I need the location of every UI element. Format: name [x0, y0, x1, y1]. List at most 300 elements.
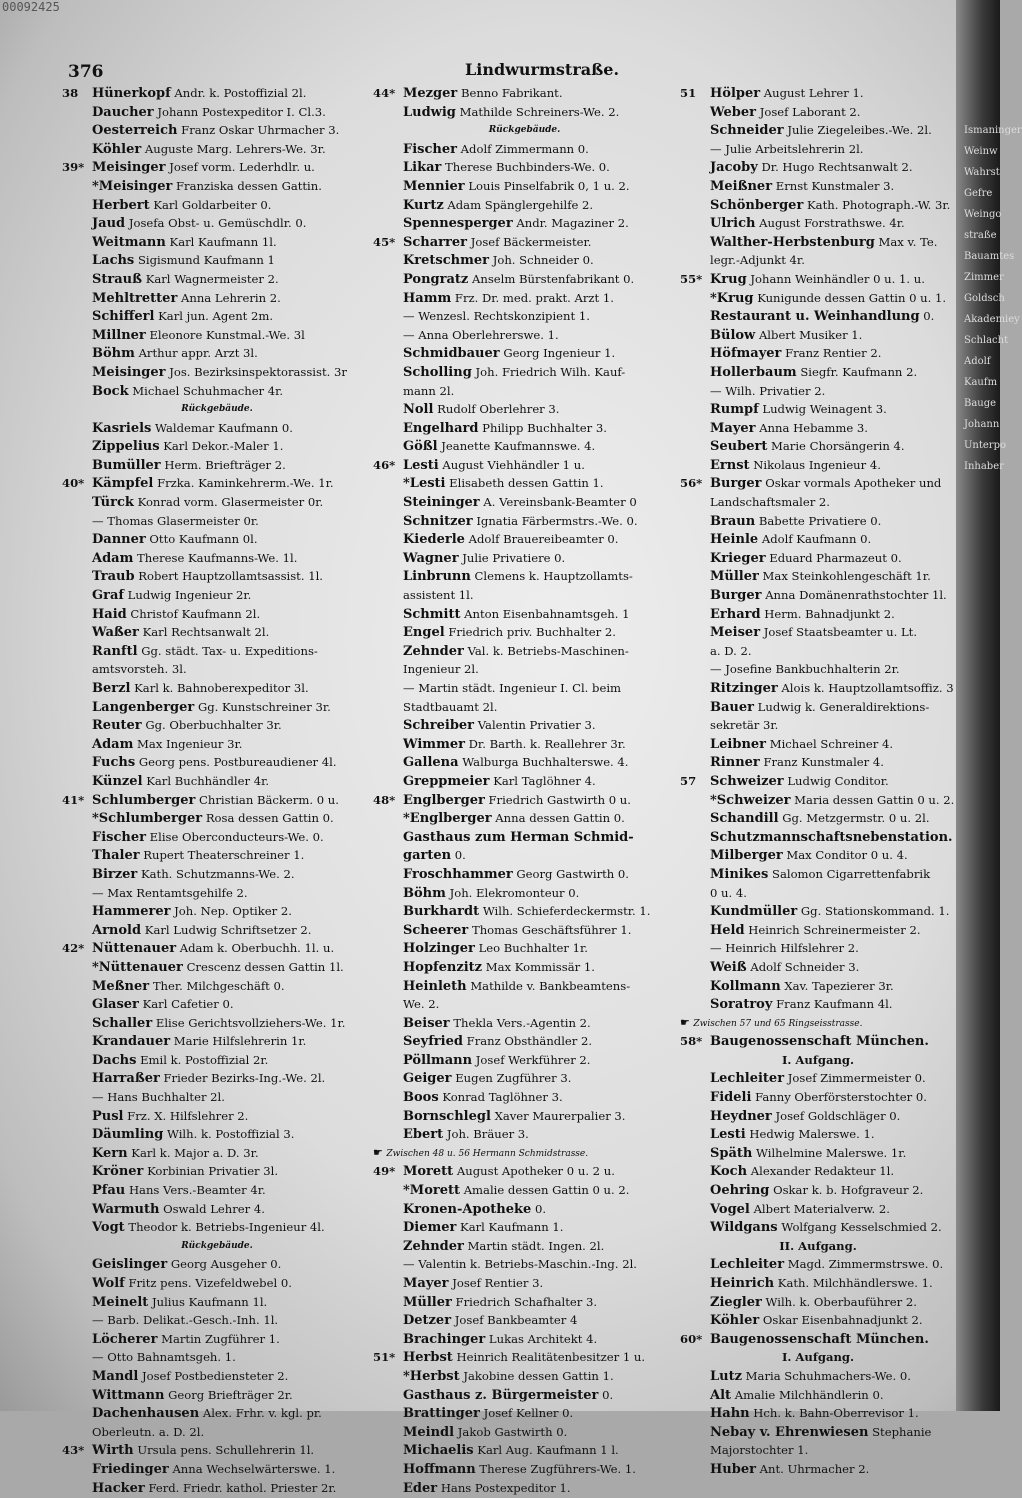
resident-details: Jakob Gastwirth 0. [457, 1424, 568, 1439]
resident-details: 0. [454, 848, 466, 863]
resident-details: Wilh. Schieferdeckermstr. 1. [482, 904, 651, 919]
resident-details: Otto Kaufmann 0l. [149, 532, 258, 547]
resident-surname: Haid [92, 606, 127, 622]
directory-entry [373, 698, 676, 717]
resident-details: Karl Kaufmann 1. [460, 1220, 564, 1235]
resident-surname: Arnold [92, 922, 142, 938]
resident-details: Majorstochter 1. [710, 1443, 809, 1458]
directory-entry [373, 660, 676, 679]
directory-entry [62, 474, 372, 493]
directory-entry [680, 140, 956, 159]
resident-surname: Eder [403, 1480, 438, 1496]
resident-surname: Erhard [710, 606, 761, 622]
resident-surname: Beiser [403, 1015, 450, 1031]
resident-surname: Rumpf [710, 402, 759, 418]
resident-details: Eugen Zugführer 3. [455, 1071, 572, 1086]
resident-details: Johann Weinhändler 0 u. 1. u. [750, 271, 925, 286]
resident-details: — Martin städt. Ingenieur I. Cl. beim [403, 681, 622, 695]
resident-surname: Däumling [92, 1127, 164, 1143]
resident-surname: Brachinger [403, 1331, 486, 1347]
resident-details: Kath. Schutzmanns-We. 2. [140, 866, 295, 881]
resident-details: Stadtbauamt 2l. [403, 699, 498, 714]
resident-surname: Bauer [710, 699, 754, 715]
resident-surname: *Englberger [403, 811, 492, 827]
directory-entry [373, 1088, 676, 1107]
resident-details: Franz Oskar Uhrmacher 3. [181, 123, 340, 138]
resident-details: Val. k. Betriebs-Maschinen- [467, 643, 629, 658]
directory-entry [62, 512, 372, 531]
directory-entry [62, 177, 372, 196]
directory-entry [373, 753, 676, 772]
resident-surname: Adam [92, 736, 134, 752]
resident-surname: Meiser [710, 625, 761, 641]
directory-entry [62, 939, 372, 958]
resident-details: Martin städt. Ingen. 2l. [467, 1238, 605, 1253]
resident-surname: Englberger [403, 792, 485, 808]
directory-entry [373, 1032, 676, 1051]
resident-surname: Heinle [710, 532, 759, 548]
resident-details: Max Conditor 0 u. 4. [786, 848, 908, 863]
directory-entry [373, 419, 676, 438]
directory-entry [680, 158, 956, 177]
directory-entry [680, 1330, 956, 1349]
resident-surname: Ernst [710, 457, 750, 473]
resident-surname: Herbert [92, 197, 150, 213]
resident-details: — Valentin k. Betriebs-Maschin.-Ing. 2l. [403, 1257, 637, 1272]
directory-entry [373, 140, 676, 159]
resident-details: We. 2. [403, 997, 440, 1012]
resident-details: Ignatia Färbermstrs.-We. 0. [476, 513, 638, 528]
resident-surname: Köhler [710, 1313, 760, 1329]
resident-surname: Kern [92, 1145, 128, 1161]
house-number: 45* [373, 234, 396, 249]
resident-surname: Kämpfel [92, 476, 154, 492]
directory-entry [62, 1330, 372, 1349]
directory-entry [680, 1386, 956, 1405]
resident-surname: Adam [92, 550, 134, 566]
resident-details: Michael Schreiner 4. [769, 736, 894, 751]
resident-surname: Kretschmer [403, 253, 489, 269]
resident-surname: Müller [403, 1294, 452, 1310]
directory-entry [373, 1237, 676, 1256]
directory-entry [680, 772, 956, 791]
resident-details: Hedwig Malerswe. 1. [749, 1127, 875, 1142]
resident-details: Karl jun. Agent 2m. [158, 309, 274, 324]
directory-entry [680, 1274, 956, 1293]
resident-surname: Mezger [403, 86, 458, 101]
directory-entry [680, 623, 956, 642]
resident-details: amtsvorsteh. 3l. [92, 662, 187, 677]
directory-entry [62, 698, 372, 717]
edge-fragment: Bauge [964, 398, 997, 409]
directory-entry [62, 344, 372, 363]
resident-details: Oskar k. b. Hofgraveur 2. [773, 1183, 924, 1198]
resident-details: Josef vorm. Lederhdlr. u. [169, 160, 315, 175]
resident-surname: Kurtz [403, 197, 444, 213]
resident-details: Karl Rechtsanwalt 2l. [142, 625, 270, 640]
resident-surname: Meindl [403, 1424, 455, 1440]
resident-details: Max Kommissär 1. [485, 959, 595, 974]
column-2 [373, 84, 676, 1497]
edge-fragment: Weinw [964, 146, 998, 157]
directory-entry [373, 1423, 676, 1442]
section-heading: Rückgebäude. [181, 1240, 253, 1251]
directory-entry [680, 1367, 956, 1386]
resident-details: Albert Materialverw. 2. [753, 1201, 890, 1216]
directory-entry [373, 1051, 676, 1070]
directory-entry [680, 1200, 956, 1219]
house-number: 57 [680, 773, 697, 788]
pointing-hand-icon: ☛ [680, 1015, 694, 1029]
resident-surname: Greppmeier [403, 773, 490, 789]
resident-surname: Lesti [403, 457, 439, 473]
section-heading: Rückgebäude. [488, 125, 561, 136]
resident-details: a. D. 2. [710, 643, 752, 658]
directory-entry [680, 493, 956, 512]
directory-entry [62, 1423, 372, 1442]
resident-details: Emil k. Postoffizial 2r. [140, 1052, 269, 1067]
resident-surname: *Morett [403, 1183, 460, 1199]
resident-surname: Scharrer [403, 234, 467, 250]
resident-details: Kunigunde dessen Gattin 0 u. 1. [757, 290, 947, 305]
resident-surname: Krieger [710, 550, 766, 566]
resident-details: August Viehhändler 1 u. [442, 457, 585, 472]
resident-details: Dr. Hugo Rechtsanwalt 2. [761, 160, 913, 175]
resident-details: Valentin Privatier 3. [477, 718, 596, 733]
resident-surname: *Meisinger [92, 178, 173, 194]
resident-surname: Hacker [92, 1480, 145, 1496]
resident-surname: Langenberger [92, 699, 195, 715]
resident-details: Frzka. Kaminkehrerm.-We. 1r. [157, 476, 334, 491]
directory-entry [373, 828, 676, 847]
directory-entry [62, 1181, 372, 1200]
resident-surname: Baugenossenschaft München. [710, 1034, 929, 1050]
resident-surname: Huber [710, 1461, 756, 1477]
resident-details: Sigismund Kaufmann 1 [137, 253, 275, 268]
directory-entry [62, 233, 372, 252]
resident-details: Joh. Elekromonteur 0. [449, 885, 580, 900]
resident-details: August Apotheker 0 u. 2 u. [456, 1164, 615, 1179]
directory-entry [373, 344, 676, 363]
directory-entry [373, 1441, 676, 1460]
house-number: 39* [62, 160, 85, 175]
resident-surname: *Nüttenauer [92, 959, 183, 975]
directory-entry [373, 716, 676, 735]
resident-surname: Kiederle [403, 532, 465, 548]
resident-surname: Held [710, 922, 745, 938]
directory-entry [373, 84, 676, 103]
resident-surname: *Lesti [403, 476, 446, 492]
resident-details: Wilhelmine Malerswe. 1r. [756, 1145, 907, 1160]
resident-details: Oskar vormals Apotheker und [765, 476, 942, 491]
directory-entry [373, 1348, 676, 1367]
directory-entry [62, 716, 372, 735]
resident-surname: Pusl [92, 1108, 124, 1124]
resident-details: Julie Ziegeleibes.-We. 2l. [787, 123, 932, 138]
resident-details: Konrad Taglöhner 3. [442, 1090, 563, 1105]
resident-details: Theodor k. Betriebs-Ingenieur 4l. [128, 1220, 325, 1235]
directory-entry [62, 307, 372, 326]
resident-surname: Seubert [710, 439, 768, 455]
resident-details: Georg Gastwirth 0. [516, 866, 629, 881]
resident-surname: Spennesperger [403, 216, 513, 232]
resident-details: Crescenz dessen Gattin 1l. [186, 959, 344, 974]
directory-entry [62, 660, 372, 679]
directory-entry [373, 846, 676, 865]
resident-details: Adolf Zimmermann 0. [460, 141, 589, 156]
resident-surname: Gallena [403, 755, 459, 771]
directory-entry [373, 1274, 676, 1293]
house-number: 51* [373, 1350, 396, 1365]
resident-surname: Zehnder [403, 643, 464, 659]
resident-surname: Walther-Herbstenburg [710, 234, 875, 250]
resident-details: Christian Bäckerm. 0 u. [199, 792, 339, 807]
stair-heading: I. Aufgang. [781, 1052, 855, 1067]
directory-entry [680, 233, 956, 252]
resident-details: August Lehrer 1. [763, 86, 864, 100]
resident-details: Oskar Eisenbahnadjunkt 2. [762, 1313, 923, 1328]
page-title: Lindwurmstraße. [465, 60, 620, 79]
directory-entry [373, 1125, 676, 1144]
resident-details: — Josefine Bankbuchhalterin 2r. [710, 662, 900, 677]
directory-entry [373, 1404, 676, 1423]
section-heading: Rückgebäude. [181, 404, 253, 415]
resident-details: Konrad vorm. Glasermeister 0r. [137, 495, 324, 510]
resident-surname: Scholling [403, 364, 472, 380]
resident-details: Ludwig Weinagent 3. [762, 402, 887, 417]
resident-details: Walburga Buchhalterswe. 4. [462, 755, 629, 770]
directory-entry [680, 921, 956, 940]
resident-surname: Mandl [92, 1368, 139, 1384]
resident-details: Therese Zugführers-We. 1. [479, 1461, 636, 1476]
column-1 [62, 84, 372, 1497]
resident-details: Joh. Friedrich Wilh. Kauf- [475, 364, 626, 379]
resident-details: Karl Wagnermeister 2. [145, 271, 279, 286]
resident-details: Franziska dessen Gattin. [176, 178, 322, 193]
resident-surname: Noll [403, 402, 434, 418]
resident-surname: Geiger [403, 1071, 452, 1087]
resident-surname: Minikes [710, 866, 769, 882]
resident-details: Hans Vers.-Beamter 4r. [128, 1183, 266, 1198]
resident-surname: Baugenossenschaft München. [710, 1331, 929, 1347]
house-number: 48* [373, 792, 396, 807]
resident-details: Maria Schuhmachers-We. 0. [745, 1368, 911, 1383]
resident-surname: Alt [710, 1387, 732, 1403]
resident-surname: Friedinger [92, 1461, 169, 1477]
stair-heading: I. Aufgang. [781, 1350, 855, 1365]
directory-entry [680, 1162, 956, 1181]
directory-entry [373, 921, 676, 940]
resident-surname: Mehltretter [92, 290, 178, 306]
directory-entry [680, 698, 956, 717]
resident-surname: Schmidbauer [403, 346, 500, 362]
directory-entry [373, 1162, 676, 1181]
resident-details: Jakobine dessen Gattin 1. [463, 1368, 614, 1383]
resident-details: Josef Laborant 2. [759, 104, 861, 119]
resident-details: Anna Domänenrathstochter 1l. [765, 588, 947, 603]
resident-surname: Fuchs [92, 755, 136, 771]
resident-details: Rosa dessen Gattin 0. [205, 811, 334, 826]
edge-fragment: Inhaber [964, 461, 1004, 472]
directory-entry [62, 1293, 372, 1312]
resident-details: Max v. Te. [878, 234, 938, 249]
resident-details: — Otto Bahnamtsgeh. 1. [92, 1350, 236, 1365]
resident-surname: Ludwig [403, 104, 456, 120]
resident-surname: Jacoby [710, 160, 758, 176]
resident-surname: Meinelt [92, 1294, 149, 1310]
directory-entry [62, 456, 372, 475]
directory-entry [680, 549, 956, 568]
resident-surname: Pongratz [403, 271, 469, 287]
resident-surname: Hamm [403, 290, 452, 306]
directory-entry [680, 530, 956, 549]
directory-entry [62, 586, 372, 605]
resident-details: Franz Kaufmann 4l. [776, 997, 893, 1012]
resident-surname: Ranftl [92, 643, 138, 659]
directory-entry [373, 326, 676, 345]
resident-surname: Kronen-Apotheke [403, 1201, 532, 1217]
resident-details: 0. [923, 309, 935, 324]
directory-entry [373, 1386, 676, 1405]
edge-fragment: Adolf [964, 356, 991, 367]
directory-entry [373, 586, 676, 605]
resident-surname: Leibner [710, 736, 767, 752]
resident-surname: Böhm [403, 885, 446, 901]
edge-fragment: Weingo [964, 209, 1002, 220]
directory-entry [373, 735, 676, 754]
directory-entry [62, 977, 372, 996]
directory-entry [680, 1032, 956, 1051]
edge-fragment: Unterpo [964, 440, 1007, 451]
directory-entry [62, 605, 372, 624]
resident-details: Josefa Obst- u. Gemüschdlr. 0. [128, 216, 307, 231]
resident-details: Thomas Geschäftsführer 1. [471, 922, 632, 937]
directory-entry [680, 1423, 956, 1442]
resident-details: Ferd. Friedr. kathol. Priester 2r. [148, 1480, 337, 1495]
resident-surname: Hammerer [92, 904, 171, 920]
directory-entry [62, 679, 372, 698]
resident-details: Fritz pens. Vizefeldwebel 0. [128, 1276, 292, 1290]
house-number: 46* [373, 457, 396, 472]
resident-details: Adam k. Oberbuchh. 1l. u. [179, 941, 335, 956]
directory-entry [62, 846, 372, 865]
resident-details: Wilh. k. Postoffizial 3. [167, 1127, 295, 1142]
resident-details: Josef Goldschläger 0. [775, 1108, 901, 1123]
resident-surname: *Krug [710, 290, 754, 306]
resident-details: Karl Kaufmann 1l. [169, 234, 277, 249]
resident-surname: Jaud [92, 216, 126, 232]
directory-entry [680, 939, 956, 958]
resident-surname: Waßer [92, 625, 139, 641]
directory-entry [373, 103, 676, 122]
resident-details: Benno Fabrikant. [460, 86, 563, 100]
resident-details: Alex. Frhr. v. kgl. pr. [202, 1406, 322, 1421]
resident-surname: Gasthaus z. Bürgermeister [403, 1387, 599, 1403]
directory-entry [373, 1014, 676, 1033]
resident-surname: Ebert [403, 1127, 444, 1143]
resident-surname: Schönberger [710, 197, 804, 213]
resident-details: Amalie Milchhändlerin 0. [734, 1387, 884, 1402]
directory-entry [680, 846, 956, 865]
directory-entry [62, 958, 372, 977]
directory-entry [62, 158, 372, 177]
resident-surname: Koch [710, 1164, 748, 1180]
directory-entry [680, 1255, 956, 1274]
directory-entry [62, 196, 372, 215]
resident-details: Albert Musiker 1. [758, 327, 863, 342]
resident-details: Gg. Kunstschreiner 3r. [197, 699, 331, 714]
resident-details: Eleonore Kunstmal.-We. 3l [149, 327, 305, 342]
edge-fragment: Johann [964, 419, 1000, 430]
edge-fragment: Schlacht [964, 335, 1009, 346]
resident-details: legr.-Adjunkt 4r. [710, 253, 805, 268]
resident-surname: Weber [710, 104, 757, 120]
directory-entry [680, 326, 956, 345]
directory-entry [62, 1144, 372, 1163]
resident-surname: Ziegler [710, 1294, 762, 1310]
resident-details: Lukas Architekt 4. [488, 1331, 598, 1346]
resident-details: — Thomas Glasermeister 0r. [92, 513, 259, 528]
resident-surname: *Herbst [403, 1368, 460, 1384]
resident-details: Salomon Cigarrettenfabrik [772, 866, 931, 881]
resident-surname: Lechleiter [710, 1257, 785, 1273]
resident-details: Georg Ausgeher 0. [170, 1257, 282, 1272]
resident-surname: Höfmayer [710, 346, 782, 362]
resident-surname: *Schweizer [710, 792, 791, 808]
resident-surname: Bornschlegl [403, 1108, 491, 1124]
resident-details: Ludwig k. Generaldirektions- [757, 699, 930, 714]
directory-entry [62, 772, 372, 791]
resident-surname: Späth [710, 1145, 753, 1161]
resident-details: Anna Hebamme 3. [759, 420, 868, 435]
resident-surname: Krandauer [92, 1034, 171, 1050]
resident-details: Mathilde v. Bankbeamtens- [470, 978, 631, 993]
directory-entry [62, 921, 372, 940]
resident-details: Anna dessen Gattin 0. [495, 811, 625, 826]
resident-details: Franz Rentier 2. [785, 346, 882, 361]
resident-surname: Schlumberger [92, 792, 196, 808]
directory-entry [680, 1125, 956, 1144]
directory-entry [680, 1441, 956, 1460]
directory-entry [680, 977, 956, 996]
resident-details: Frz. Dr. med. prakt. Arzt 1. [454, 290, 614, 305]
directory-entry [680, 1107, 956, 1126]
resident-surname: Schifferl [92, 309, 155, 325]
directory-entry [680, 1088, 956, 1107]
house-number: 38 [62, 86, 79, 100]
directory-entry [680, 716, 956, 735]
resident-surname: Kundmüller [710, 904, 798, 920]
resident-surname: Danner [92, 532, 146, 548]
resident-surname: Fideli [710, 1090, 752, 1106]
edge-fragment: Wahrst [964, 167, 1000, 178]
directory-entry [373, 1255, 676, 1274]
directory-entry [680, 1218, 956, 1237]
resident-details: Anna Lehrerin 2. [181, 290, 281, 305]
resident-surname: Türck [92, 495, 134, 511]
resident-details: Amalie dessen Gattin 0 u. 2. [463, 1183, 630, 1198]
resident-details: Friedrich Schafhalter 3. [455, 1294, 598, 1309]
directory-entry [62, 270, 372, 289]
resident-surname: Bülow [710, 327, 756, 343]
directory-entry [62, 437, 372, 456]
directory-entry [373, 530, 676, 549]
cross-reference [680, 1014, 956, 1033]
directory-entry [373, 1181, 676, 1200]
resident-surname: Braun [710, 513, 756, 529]
resident-details: Wilh. k. Oberbauführer 2. [765, 1294, 917, 1309]
directory-entry [680, 1311, 956, 1330]
